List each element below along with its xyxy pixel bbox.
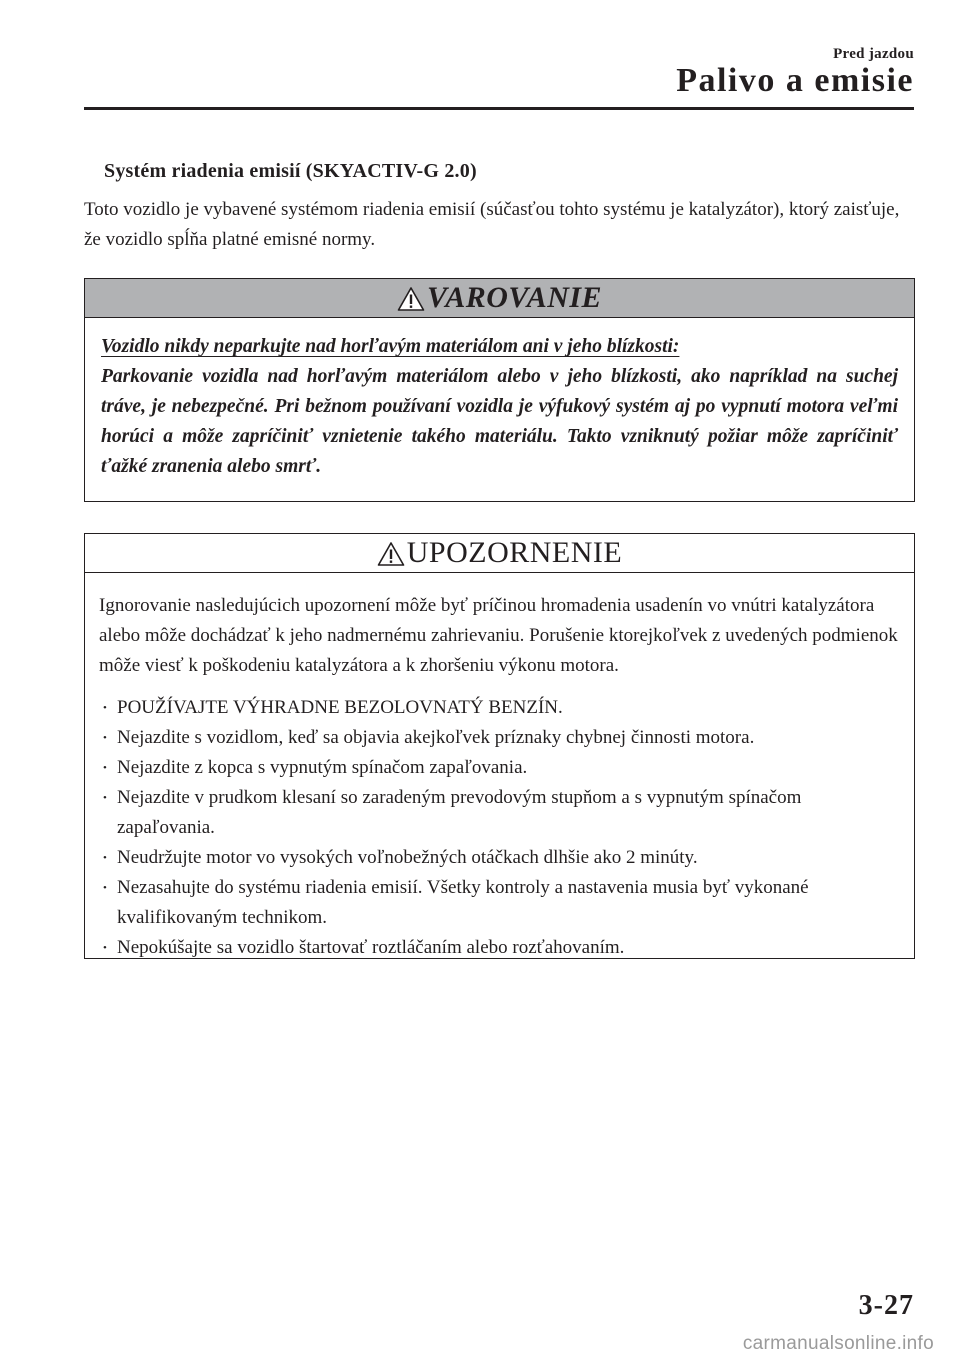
list-item: • Nejazdite s vozidlom, keď sa objavia akejkoľvek príznaky chybnej činnosti motora. xyxy=(99,723,898,753)
list-item: • Neudržujte motor vo vysokých voľnobežných otáčkach dlhšie ako 2 minúty. xyxy=(99,843,898,873)
header-divider xyxy=(84,107,914,110)
warning-title: VAROVANIE xyxy=(426,281,603,314)
subsection-heading: Systém riadenia emisií (SKYACTIV-G 2.0) xyxy=(104,160,477,182)
intro-paragraph: Toto vozidlo je vybavené systémom riadenia emisií (súčasťou tohto systému je katalyzátor), ktorý zaisťuje, že vozidlo spĺňa platné emisné normy. xyxy=(84,199,900,250)
warning-lead: Vozidlo nikdy neparkujte nad horľavým materiálom ani v jeho blízkosti: xyxy=(101,336,680,357)
caution-box-header xyxy=(85,534,914,573)
warning-box xyxy=(84,278,915,502)
list-item: • Nepokúšajte sa vozidlo štartovať roztláčaním alebo rozťahovaním. xyxy=(99,933,898,963)
main-content xyxy=(84,160,914,255)
warning-text: Parkovanie vozidla nad horľavým materiálom alebo v jeho blízkosti, ako napríklad na suchej tráve, je nebezpečné. Pri bežnom používaní vozidla je výfukový systém aj po vypnutí motora veľmi horúci a môže zapríčiniť vznietenie takého materiálu. Takto vzniknutý požiar môže zapríčiniť ťažké zranenia alebo smrť. xyxy=(101,366,898,477)
caution-box xyxy=(84,533,915,959)
section-title: Palivo a emisie xyxy=(676,62,914,99)
caution-list xyxy=(99,693,898,963)
page-number: 3-27 xyxy=(858,1290,914,1321)
chapter-label: Pred jazdou xyxy=(833,46,914,62)
warning-box-header xyxy=(85,279,914,318)
watermark-text: carmanualsonline.info xyxy=(742,1333,934,1354)
caution-title: UPOZORNENIE xyxy=(406,536,623,569)
warning-body xyxy=(85,318,914,482)
caution-body xyxy=(85,573,914,963)
warning-triangle-icon xyxy=(377,541,405,567)
list-item: • Nezasahujte do systému riadenia emisií. Všetky kontroly a nastavenia musia byť vykonané kvalifikovaným technikom. xyxy=(99,873,898,933)
warning-triangle-icon xyxy=(397,286,425,312)
list-item: • POUŽÍVAJTE VÝHRADNE BEZOLOVNATÝ BENZÍN. xyxy=(99,693,898,723)
caution-intro: Ignorovanie nasledujúcich upozornení môže byť príčinou hromadenia usadenín vo vnútri katalyzátora alebo môže dochádzať k jeho nadmernému zahrievaniu. Porušenie ktorejkoľvek z uvedených podmienok môže viesť k poškodeniu katalyzátora a k zhoršeniu výkonu motora. xyxy=(99,595,898,676)
list-item: • Nejazdite v prudkom klesaní so zaradeným prevodovým stupňom a s vypnutým spínačom zapaľovania. xyxy=(99,783,898,843)
list-item: • Nejazdite z kopca s vypnutým spínačom zapaľovania. xyxy=(99,753,898,783)
